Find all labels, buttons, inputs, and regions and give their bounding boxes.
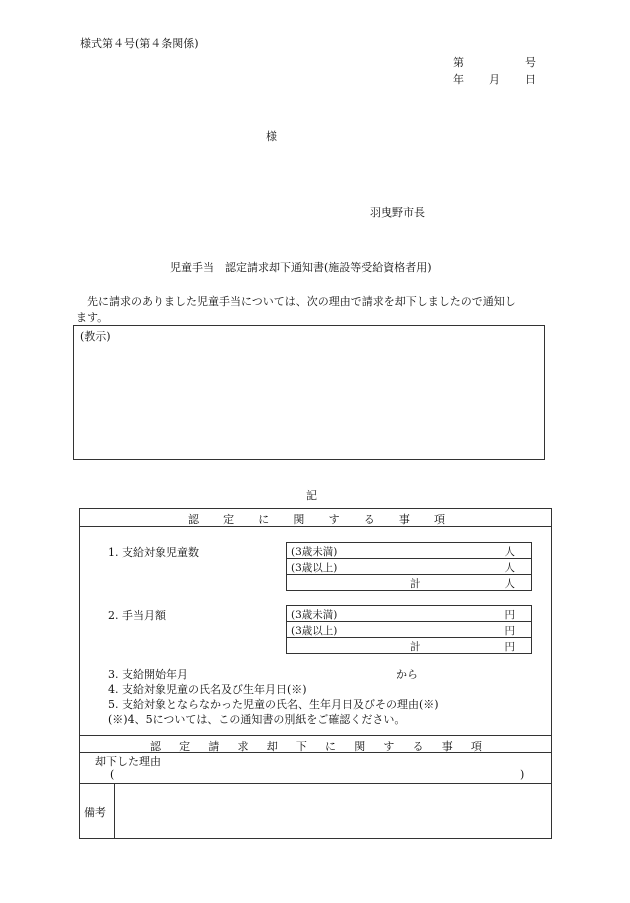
section1-header-char: る — [363, 513, 375, 526]
item2-row — [286, 621, 532, 638]
instruction-box-label: (教示) — [80, 330, 111, 343]
ki-label: 記 — [306, 489, 317, 502]
section2-header-char: 定 — [179, 740, 191, 753]
item2-row-unit: 円 — [504, 609, 515, 621]
issuer: 羽曳野市長 — [370, 206, 425, 219]
item1-row-unit: 人 — [504, 562, 515, 574]
item2-row-unit: 円 — [504, 625, 515, 637]
body-text-line2: ます。 — [76, 311, 109, 324]
addressee-honorific: 様 — [266, 130, 277, 143]
section2-header-char: 下 — [295, 740, 307, 753]
section1-header-char: 事 — [398, 513, 410, 526]
remarks-divider — [79, 783, 552, 784]
item1-row — [286, 558, 532, 575]
item1-row-label: (3歳未満) — [291, 546, 338, 558]
item3-label: 3. 支給開始年月 — [108, 668, 188, 681]
section1-header-char: 認 — [188, 513, 199, 526]
body-text-line1: 先に請求のありました児童手当については、次の理由で請求を却下しましたので通知し — [76, 295, 516, 308]
section2-header-char: 項 — [470, 740, 482, 753]
item1-row-unit: 人 — [504, 578, 515, 590]
section2-header-char: 請 — [208, 740, 220, 753]
reason-paren-open: ( — [110, 768, 115, 781]
doc-number-suffix: 号 — [525, 56, 536, 69]
document-title: 児童手当 認定請求却下通知書(施設等受給資格者用) — [170, 261, 432, 274]
section2-top-divider — [79, 735, 552, 736]
item2-row-label: 計 — [410, 641, 421, 653]
section2-header-char: 求 — [237, 740, 249, 753]
remarks-column-divider — [114, 783, 115, 839]
section2-header-char: に — [325, 740, 337, 753]
section2-header-char: 認 — [150, 740, 161, 753]
item1-label: 1. 支給対象児童数 — [108, 546, 199, 559]
item1-row — [286, 542, 532, 559]
section2-header-char: 関 — [354, 740, 366, 753]
section1-header-char: 関 — [293, 513, 305, 526]
section2-header-char: る — [412, 740, 424, 753]
reason-paren-close: ) — [520, 768, 525, 781]
section2-header-char: 事 — [441, 740, 453, 753]
item2-row-label: (3歳未満) — [291, 609, 338, 621]
section1-header-char: す — [328, 513, 340, 526]
section1-header-char: に — [258, 513, 270, 526]
item1-row-label: 計 — [410, 578, 421, 590]
date-year: 年 — [453, 73, 464, 86]
date-month: 月 — [489, 73, 500, 86]
item2-row — [286, 605, 532, 622]
section1-header-char: 定 — [223, 513, 235, 526]
item1-row-unit: 人 — [504, 546, 515, 558]
instruction-box — [73, 325, 545, 460]
item1-row-label: (3歳以上) — [291, 562, 338, 574]
remarks-label: 備考 — [84, 806, 106, 819]
item2-row-label: (3歳以上) — [291, 625, 338, 637]
form-number: 様式第４号(第４条関係) — [80, 37, 199, 50]
section2-header-char: す — [383, 740, 395, 753]
item5-label: 5. 支給対象とならなかった児童の氏名、生年月日及びその理由(※) — [108, 698, 439, 711]
item4-label: 4. 支給対象児童の氏名及び生年月日(※) — [108, 683, 307, 696]
doc-number-prefix: 第 — [453, 56, 464, 69]
section1-header-char: 項 — [433, 513, 445, 526]
section2-header-char: 却 — [266, 740, 278, 753]
item2-label: 2. 手当月額 — [108, 609, 166, 622]
section1-header — [188, 511, 445, 527]
item2-row — [286, 637, 532, 654]
section1-divider — [79, 526, 552, 527]
item1-row — [286, 574, 532, 591]
item2-row-unit: 円 — [504, 641, 515, 653]
item3-suffix: から — [396, 668, 418, 681]
date-day: 日 — [525, 73, 536, 86]
reason-label: 却下した理由 — [95, 755, 161, 768]
note-text: (※)4、5については、この通知書の別紙をご確認ください。 — [108, 713, 406, 726]
